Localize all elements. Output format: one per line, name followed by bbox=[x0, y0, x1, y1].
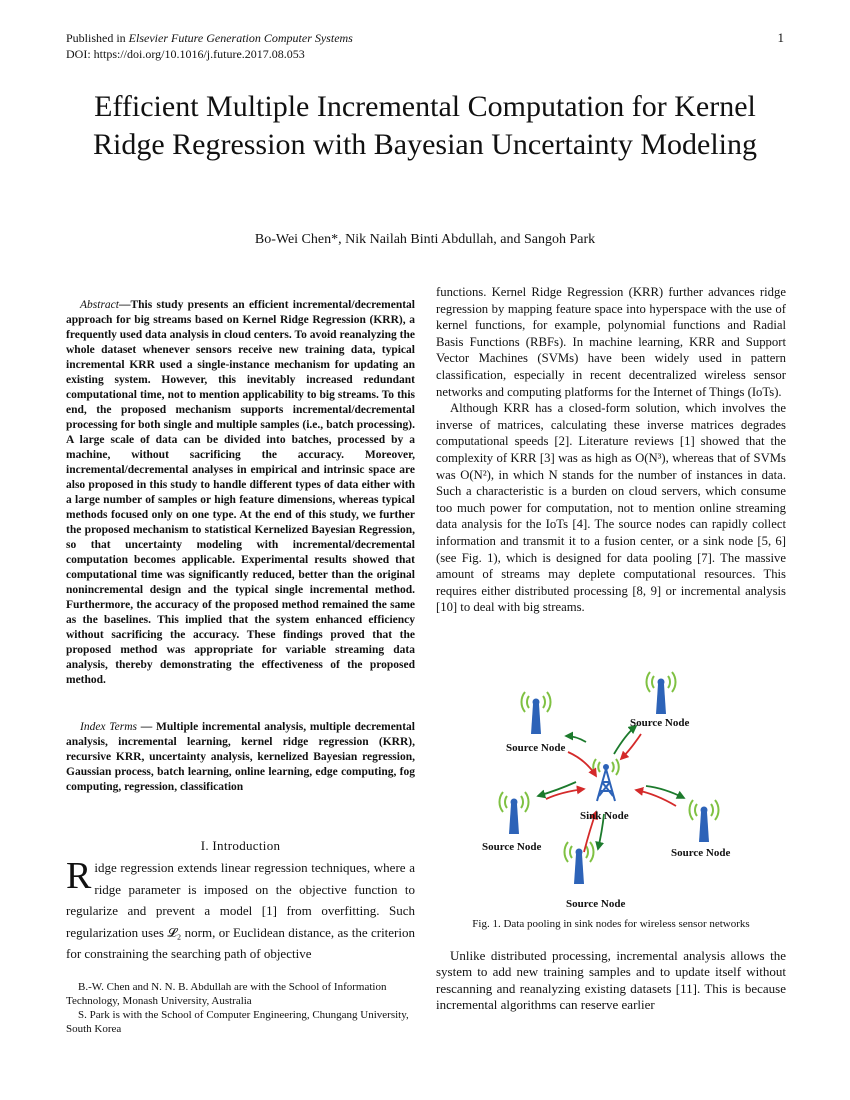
introduction-body: idge regression extends linear regression techniques, where a ridge parameter is imposed on the objective function to regularize and prevent a model [1] from overfitting. Such regularization uses 𝓛₂ norm, or Euclidean distance, as the criterion for constraining the searching path of objective bbox=[66, 860, 415, 961]
paper-title: Efficient Multiple Incremental Computation for Kernel Ridge Regression with Bayesian Uncertainty Modeling bbox=[92, 90, 758, 161]
abstract-text: —This study presents an efficient incremental/decremental approach for big streams based on Kernel Ridge Regression (KRR), a frequently used data analysis in cloud centers. To avoid reanalyzing the whole dataset whenever sensors receive new training data, typical incremental KRR used a single-instance mechanism for updating an existing system. However, this inevitably increased redundant computational time, not to mention applicability to big streams. To this end, the proposed mechanism supports incremental/decremental processing for both single and multiple samples (i.e., batch processing). A large scale of data can be divided into batches, processed by a machine, without sacrificing the accuracy. Moreover, incremental/decremental analyses in empirical and intrinsic space are also proposed in this study to handle different types of data either with a large number of samples or high feature dimensions, whereas typical methods focused only on one type. At the end of this study, we further the proposed mechanism to statistical Kernelized Bayesian Regression, so that uncertainty modeling with incremental/decremental computation becomes applicable. Experimental results showed that computational time was significantly reduced, better than the original nonincremental design and the typical single incremental method. Furthermore, the accuracy of the proposed method remained the same as the baselines. This implied that the system enhanced efficiency without sacrificing the accuracy. These findings proved that the proposed method was appropriate for variable streaming data analysis, thereby demonstrating the effectiveness of the proposed method. bbox=[66, 299, 415, 686]
index-terms-text: — Multiple incremental analysis, multiple decremental analysis, incremental learning, kernel ridge regression (KRR), recursive KRR, uncertainty analysis, kernelized Bayesian regression, Gaussian process, batch learning, online learning, edge computing, fog computing, regression, classification bbox=[66, 721, 415, 793]
sink-node-label: Sink Node bbox=[580, 810, 629, 822]
source-node-label: Source Node bbox=[566, 898, 626, 910]
abstract bbox=[66, 298, 415, 688]
index-terms-lead: Index Terms bbox=[80, 721, 137, 733]
drop-cap: R bbox=[66, 855, 92, 897]
source-node-icon bbox=[689, 800, 718, 842]
footnote-affiliation-2: S. Park is with the School of Computer Engineering, Chungang University, South Korea bbox=[66, 1009, 409, 1035]
introduction-text bbox=[66, 857, 415, 965]
footnotes bbox=[66, 980, 415, 1036]
source-node-icon bbox=[646, 672, 675, 714]
paragraph: Unlike distributed processing, incremental analysis allows the system to add new training samples and to update itself without rescanning and reanalyzing existing datasets [11]. This is because incremental algorithms can reserve earlier bbox=[436, 948, 786, 1013]
source-node-icon bbox=[521, 692, 550, 734]
journal-name: Elsevier Future Generation Computer Systems bbox=[128, 31, 353, 45]
right-column-text-lower bbox=[436, 948, 786, 1014]
abstract-lead: Abstract bbox=[80, 299, 119, 311]
published-prefix: Published in bbox=[66, 31, 129, 45]
running-header bbox=[66, 30, 353, 62]
source-node-label: Source Node bbox=[630, 717, 690, 729]
sink-node-icon bbox=[593, 759, 619, 801]
section-heading: I. Introduction bbox=[200, 838, 281, 853]
right-column-text bbox=[436, 284, 786, 616]
source-node-icon bbox=[499, 792, 528, 834]
author-list: Bo-Wei Chen*, Nik Nailah Binti Abdullah, and Sangoh Park bbox=[254, 232, 596, 247]
doi: DOI: https://doi.org/10.1016/j.future.2017.08.053 bbox=[66, 47, 305, 61]
source-node-label: Source Node bbox=[482, 841, 542, 853]
paragraph: Although KRR has a closed-form solution, which involves the inverse of matrices, calculating these inverse matrices degrades computational speeds [2]. Literature reviews [1] showed that the complexity of KRR [3] was as high as O(N³), whereas that of SVMs was O(N²), in which N stands for the number of instances in data. Such a characteristic is a burden on cloud servers, which consume too much power for computation, not to mention online streaming data analysis for the IoTs [4]. The source nodes can rapidly collect information and transmit it to a fusion center, or a sink node [5, 6] (see Fig. 1), which is designed for data pooling [7]. The massive amount of streams may deplete computational resources. This requires either distributed processing [8, 9] or incremental analysis [10] to deal with big streams. bbox=[436, 401, 786, 615]
paragraph: functions. Kernel Ridge Regression (KRR) further advances ridge regression by mapping feature space into hyperspace with the use of kernel functions, for example, polynomial functions and Radial Basis Functions (RBFs). In machine learning, KRR and Support Vector Machines (SVMs) have been widely used in pattern classification, especially in recent decentralized wireless sensor networks and computing platforms for the Internet of Things (IoTs). bbox=[436, 285, 786, 399]
source-node-label: Source Node bbox=[506, 742, 566, 754]
footnote-affiliation-1: B.-W. Chen and N. N. B. Abdullah are with the School of Information Technology, Monash University, Australia bbox=[66, 981, 387, 1007]
figure-caption: Fig. 1. Data pooling in sink nodes for wireless sensor networks bbox=[472, 918, 750, 930]
figure-wsn-diagram bbox=[436, 664, 786, 914]
page-number: 1 bbox=[777, 30, 784, 45]
index-terms bbox=[66, 720, 415, 795]
source-node-icon bbox=[564, 842, 593, 884]
source-node-label: Source Node bbox=[671, 847, 731, 859]
